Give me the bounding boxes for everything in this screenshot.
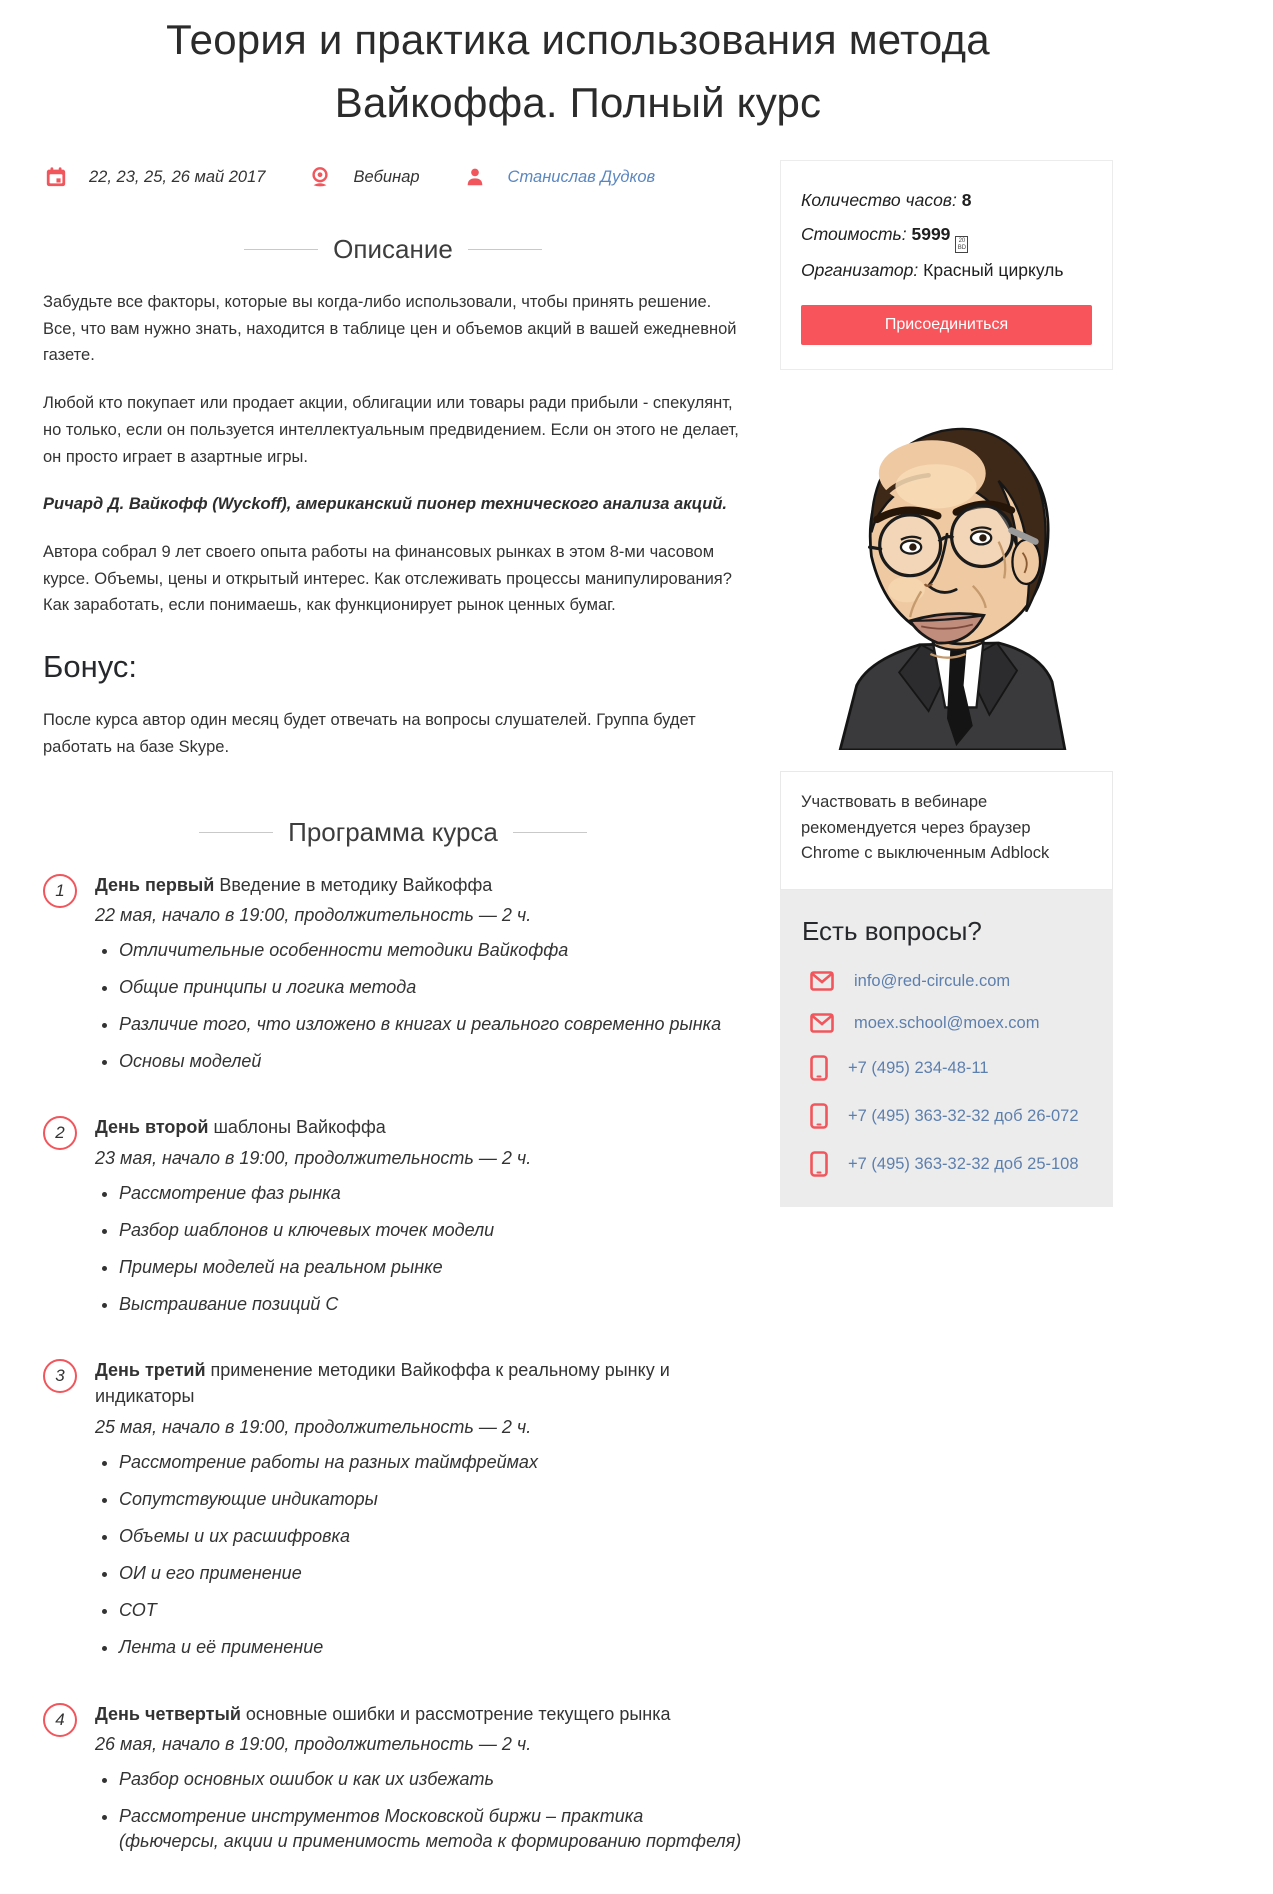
wyckoff-caricature-image xyxy=(780,394,1113,755)
topic-item: • СОТ xyxy=(119,1598,743,1623)
program-day-3 xyxy=(43,1357,743,1672)
hours-row xyxy=(801,183,1092,217)
day-body xyxy=(95,1114,743,1329)
day-body xyxy=(95,1357,743,1672)
tofu-top: 20 xyxy=(958,238,966,245)
topic-item: • Рассмотрение работы на разных таймфреймах xyxy=(119,1450,743,1475)
meta-dates-text: 22, 23, 25, 26 май 2017 xyxy=(89,167,266,186)
day-number-badge: 1 xyxy=(43,874,77,908)
topic-item: • Лента и её применение xyxy=(119,1635,743,1660)
topic-item: • Объемы и их расшифровка xyxy=(119,1524,743,1549)
smartphone-icon xyxy=(810,1055,828,1081)
description-paragraph-2: Любой кто покупает или продает акции, облигации или товары ради прибыли - спекулянт, но только, если он пользуется интеллектуальным предвидением. Если он этого не делает, он просто играет в азартные игры. xyxy=(43,394,739,466)
day-title xyxy=(95,1114,743,1140)
day-topics xyxy=(95,1181,743,1318)
topic-item: • Общие принципы и логика метода xyxy=(119,975,743,1000)
day-title-bold: День второй xyxy=(95,1117,209,1138)
organizer-label: Организатор: xyxy=(801,260,919,281)
content-columns xyxy=(43,160,1113,1894)
topic-item: • Разбор основных ошибок и как их избежать xyxy=(119,1767,743,1792)
organizer-row xyxy=(801,253,1092,287)
day-title-rest: Введение в методику Вайкоффа xyxy=(214,874,493,895)
contact-row-phone-3 xyxy=(802,1151,1091,1177)
topic-item: • Примеры моделей на реальном рынке xyxy=(119,1255,743,1280)
webcam-icon xyxy=(309,166,331,188)
topic-item: • Сопутствующие индикаторы xyxy=(119,1487,743,1512)
program-heading xyxy=(43,817,743,848)
day-title-rest: основные ошибки и рассмотрение текущего рынка xyxy=(240,1703,671,1724)
day-number-badge: 3 xyxy=(43,1359,77,1393)
day-title xyxy=(95,1701,743,1727)
author-link[interactable]: Станислав Дудков xyxy=(507,167,656,186)
price-label: Стоимость: xyxy=(801,224,907,245)
day-title-rest: применение методики Вайкоффа к реальному рынку и индикаторы xyxy=(95,1360,670,1407)
envelope-icon xyxy=(810,971,834,991)
questions-box xyxy=(780,890,1113,1207)
envelope-icon xyxy=(810,1013,834,1033)
calendar-icon xyxy=(45,166,67,188)
day-title-bold: День четвертый xyxy=(95,1703,241,1724)
description-heading xyxy=(43,234,743,265)
email-link[interactable]: info@red-circule.com xyxy=(854,971,1011,990)
day-title-rest: шаблоны Вайкоффа xyxy=(208,1117,386,1138)
page-title: Теория и практика использования метода Вайкоффа. Полный курс xyxy=(166,16,990,126)
bonus-text: После курса автор один месяц будет отвечать на вопросы слушателей. Группа будет работать на базе Skype. xyxy=(43,711,696,756)
description-paragraph-1: Забудьте все факторы, которые вы когда-либо использовали, чтобы принять решение. Все, что вам нужно знать, находится в таблице цен и объемов акций в вашей ежедневной газете. xyxy=(43,293,737,365)
day-schedule: 26 мая, начало в 19:00, продолжительность — 2 ч. xyxy=(95,1733,532,1754)
day-title xyxy=(95,872,743,898)
phone-link[interactable]: +7 (495) 363-32-32 доб 26-072 xyxy=(848,1106,1079,1125)
day-topics xyxy=(95,938,743,1075)
main-content xyxy=(43,160,743,1894)
divider-line xyxy=(513,832,587,833)
divider-line xyxy=(244,249,318,250)
topic-item: • Выстраивание позиций С xyxy=(119,1292,743,1317)
hours-label: Количество часов: xyxy=(801,190,957,210)
description-paragraph-3: Автора собрал 9 лет своего опыта работы на финансовых рынках в этом 8-ми часовом курсе. Объемы, цены и открытый интерес. Как отслеживать процессы манипулирования? Как заработать, если понимаешь, как функционирует рынок ценных бумаг. xyxy=(43,543,732,615)
contact-row-phone-1 xyxy=(802,1055,1091,1081)
author-quote: Ричард Д. Вайкофф (Wyckoff), американский пионер технического анализа акций. xyxy=(43,495,727,514)
day-title xyxy=(95,1357,743,1409)
price-row xyxy=(801,217,1092,253)
join-button[interactable]: Присоединиться xyxy=(801,305,1092,345)
topic-item: • Рассмотрение инструментов Московской биржи – практика (фьючерсы, акции и применимость метода к формированию портфеля) xyxy=(119,1804,743,1854)
topic-item: • Разбор шаблонов и ключевых точек модели xyxy=(119,1218,743,1243)
sidebar xyxy=(780,160,1113,1207)
questions-heading: Есть вопросы? xyxy=(802,916,982,947)
hours-value: 8 xyxy=(961,190,972,210)
meta-format xyxy=(309,166,419,188)
day-schedule: 25 мая, начало в 19:00, продолжительность — 2 ч. xyxy=(95,1416,532,1437)
topic-item: • Основы моделей xyxy=(119,1049,743,1074)
topic-item: • Рассмотрение фаз рынка xyxy=(119,1181,743,1206)
day-topics xyxy=(95,1767,743,1855)
ruble-missing-glyph-box xyxy=(955,236,968,253)
contact-row-email-1 xyxy=(802,971,1091,991)
smartphone-icon xyxy=(810,1151,828,1177)
description-heading-text: Описание xyxy=(333,234,453,264)
program-heading-text: Программа курса xyxy=(288,816,498,847)
program-day-4 xyxy=(43,1701,743,1867)
tofu-bottom: BD xyxy=(957,244,967,251)
contact-row-email-2 xyxy=(802,1013,1091,1033)
phone-link[interactable]: +7 (495) 363-32-32 доб 25-108 xyxy=(848,1154,1079,1173)
day-topics xyxy=(95,1450,743,1661)
bonus-heading: Бонус: xyxy=(43,649,137,685)
course-page xyxy=(43,0,1113,1894)
day-body xyxy=(95,872,743,1087)
divider-line xyxy=(199,832,273,833)
course-meta xyxy=(45,166,743,188)
day-body xyxy=(95,1701,743,1867)
day-number-badge: 4 xyxy=(43,1703,77,1737)
topic-item: • Отличительные особенности методики Вайкоффа xyxy=(119,938,743,963)
day-title-bold: День первый xyxy=(95,874,215,895)
program-day-2 xyxy=(43,1114,743,1329)
program-day-1 xyxy=(43,872,743,1087)
person-icon xyxy=(464,166,486,188)
day-title-bold: День третий xyxy=(95,1360,206,1381)
email-link[interactable]: moex.school@moex.com xyxy=(854,1013,1040,1032)
contact-row-phone-2 xyxy=(802,1103,1091,1129)
day-number-badge: 2 xyxy=(43,1116,77,1150)
divider-line xyxy=(468,249,542,250)
price-value: 5999 xyxy=(911,224,951,245)
webinar-note: Участвовать в вебинаре рекомендуется через браузер Chrome с выключенным Adblock xyxy=(780,771,1113,890)
smartphone-icon xyxy=(810,1103,828,1129)
meta-format-text: Вебинар xyxy=(353,167,420,186)
topic-item: • ОИ и его применение xyxy=(119,1561,743,1586)
day-schedule: 22 мая, начало в 19:00, продолжительность — 2 ч. xyxy=(95,904,532,925)
phone-link[interactable]: +7 (495) 234-48-11 xyxy=(848,1058,989,1077)
meta-dates xyxy=(45,166,265,188)
topic-item: • Различие того, что изложено в книгах и реального современно рынка xyxy=(119,1012,743,1037)
day-schedule: 23 мая, начало в 19:00, продолжительность — 2 ч. xyxy=(95,1147,532,1168)
meta-author xyxy=(464,166,656,188)
organizer-value: Красный циркуль xyxy=(923,260,1064,281)
course-info-box xyxy=(780,160,1113,370)
